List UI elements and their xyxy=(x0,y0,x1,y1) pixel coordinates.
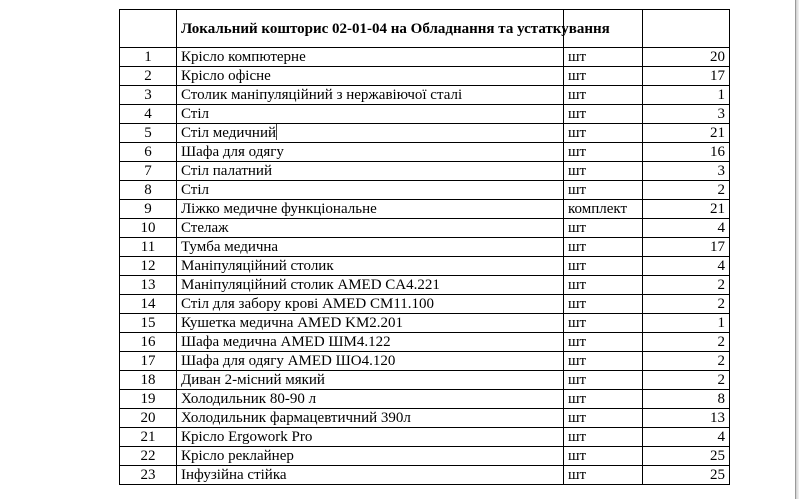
unit-cell[interactable]: шт xyxy=(564,409,643,428)
table-row xyxy=(120,105,730,124)
quantity-cell[interactable]: 1 xyxy=(643,314,730,333)
row-number-cell[interactable]: 1 xyxy=(120,48,177,67)
table-row xyxy=(120,124,730,143)
item-name-cell[interactable]: Стелаж xyxy=(177,219,564,238)
item-name-cell[interactable]: Холодильник 80-90 л xyxy=(177,390,564,409)
row-number-cell[interactable]: 15 xyxy=(120,314,177,333)
unit-cell[interactable]: шт xyxy=(564,67,643,86)
item-name-cell[interactable]: Маніпуляційний столик xyxy=(177,257,564,276)
row-number-cell[interactable]: 16 xyxy=(120,333,177,352)
quantity-cell[interactable]: 13 xyxy=(643,409,730,428)
quantity-cell[interactable]: 4 xyxy=(643,219,730,238)
row-number-cell[interactable]: 2 xyxy=(120,67,177,86)
estimate-table xyxy=(119,9,730,485)
row-number-cell[interactable]: 8 xyxy=(120,181,177,200)
table-row xyxy=(120,162,730,181)
unit-cell[interactable]: шт xyxy=(564,466,643,485)
item-name-cell[interactable]: Крісло реклайнер xyxy=(177,447,564,466)
quantity-cell[interactable]: 2 xyxy=(643,371,730,390)
unit-cell[interactable]: шт xyxy=(564,143,643,162)
row-number-cell[interactable]: 12 xyxy=(120,257,177,276)
quantity-cell[interactable]: 17 xyxy=(643,238,730,257)
quantity-cell[interactable]: 3 xyxy=(643,162,730,181)
row-number-cell[interactable]: 4 xyxy=(120,105,177,124)
unit-cell[interactable]: шт xyxy=(564,371,643,390)
table-row xyxy=(120,447,730,466)
unit-cell[interactable]: шт xyxy=(564,314,643,333)
row-number-cell[interactable]: 13 xyxy=(120,276,177,295)
unit-cell[interactable]: шт xyxy=(564,390,643,409)
header-cell-quantity[interactable] xyxy=(643,10,730,48)
row-number-cell[interactable]: 17 xyxy=(120,352,177,371)
table-row xyxy=(120,352,730,371)
table-row xyxy=(120,371,730,390)
row-number-cell[interactable]: 11 xyxy=(120,238,177,257)
unit-cell[interactable]: шт xyxy=(564,428,643,447)
table-row xyxy=(120,409,730,428)
row-number-cell[interactable]: 7 xyxy=(120,162,177,181)
row-number-cell[interactable]: 3 xyxy=(120,86,177,105)
item-name-cell[interactable]: Кушетка медична AMED KM2.201 xyxy=(177,314,564,333)
unit-cell[interactable]: шт xyxy=(564,181,643,200)
quantity-cell[interactable]: 25 xyxy=(643,466,730,485)
table-row xyxy=(120,257,730,276)
quantity-cell[interactable]: 25 xyxy=(643,447,730,466)
item-name-cell[interactable]: Стіл xyxy=(177,181,564,200)
quantity-cell[interactable]: 16 xyxy=(643,143,730,162)
text-cursor xyxy=(276,124,278,140)
row-number-cell[interactable]: 6 xyxy=(120,143,177,162)
quantity-cell[interactable]: 1 xyxy=(643,86,730,105)
unit-cell[interactable]: шт xyxy=(564,295,643,314)
unit-cell[interactable]: шт xyxy=(564,276,643,295)
table-row xyxy=(120,295,730,314)
quantity-cell[interactable]: 2 xyxy=(643,181,730,200)
table-row xyxy=(120,333,730,352)
table-row xyxy=(120,143,730,162)
row-number-cell[interactable]: 23 xyxy=(120,466,177,485)
row-number-cell[interactable]: 10 xyxy=(120,219,177,238)
table-header-row xyxy=(120,10,730,48)
quantity-cell[interactable]: 21 xyxy=(643,124,730,143)
table-row xyxy=(120,314,730,333)
item-name-cell[interactable]: Диван 2-місний мякий xyxy=(177,371,564,390)
item-name-cell[interactable]: Шафа для одягу AMED ШО4.120 xyxy=(177,352,564,371)
unit-cell[interactable]: комплект xyxy=(564,200,643,219)
table-row xyxy=(120,390,730,409)
row-number-cell[interactable]: 20 xyxy=(120,409,177,428)
quantity-cell[interactable]: 3 xyxy=(643,105,730,124)
unit-cell[interactable]: шт xyxy=(564,86,643,105)
unit-cell[interactable]: шт xyxy=(564,48,643,67)
row-number-cell[interactable]: 14 xyxy=(120,295,177,314)
table-row xyxy=(120,238,730,257)
unit-cell[interactable]: шт xyxy=(564,333,643,352)
item-name-cell[interactable]: Стіл медичний xyxy=(177,124,564,143)
unit-cell[interactable]: шт xyxy=(564,257,643,276)
quantity-cell[interactable]: 4 xyxy=(643,257,730,276)
quantity-cell[interactable]: 2 xyxy=(643,276,730,295)
unit-cell[interactable]: шт xyxy=(564,105,643,124)
table-row xyxy=(120,67,730,86)
item-name-cell[interactable]: Крісло компютерне xyxy=(177,48,564,67)
quantity-cell[interactable]: 2 xyxy=(643,295,730,314)
row-number-cell[interactable]: 5 xyxy=(120,124,177,143)
quantity-cell[interactable]: 2 xyxy=(643,333,730,352)
unit-cell[interactable]: шт xyxy=(564,124,643,143)
header-cell-number[interactable] xyxy=(120,10,177,48)
quantity-cell[interactable]: 21 xyxy=(643,200,730,219)
item-name-cell[interactable]: Ліжко медичне функціональне xyxy=(177,200,564,219)
quantity-cell[interactable]: 2 xyxy=(643,352,730,371)
table-row xyxy=(120,466,730,485)
row-number-cell[interactable]: 18 xyxy=(120,371,177,390)
row-number-cell[interactable]: 22 xyxy=(120,447,177,466)
table-row xyxy=(120,48,730,67)
table-row xyxy=(120,219,730,238)
quantity-cell[interactable]: 17 xyxy=(643,67,730,86)
item-name-cell[interactable]: Тумба медична xyxy=(177,238,564,257)
item-name-cell[interactable]: Шафа для одягу xyxy=(177,143,564,162)
table-row xyxy=(120,200,730,219)
quantity-cell[interactable]: 8 xyxy=(643,390,730,409)
item-name-cell[interactable]: Холодильник фармацевтичний 390л xyxy=(177,409,564,428)
item-name-cell[interactable]: Стіл для забору крові AMED CM11.100 xyxy=(177,295,564,314)
item-name-cell[interactable]: Інфузійна стійка xyxy=(177,466,564,485)
table-row xyxy=(120,86,730,105)
quantity-cell[interactable]: 4 xyxy=(643,428,730,447)
row-number-cell[interactable]: 9 xyxy=(120,200,177,219)
item-name-cell[interactable]: Стіл xyxy=(177,105,564,124)
quantity-cell[interactable]: 20 xyxy=(643,48,730,67)
item-name-cell[interactable]: Крісло Ergowork Pro xyxy=(177,428,564,447)
document-title[interactable]: Локальний кошторис 02-01-04 на Обладнання та устаткування xyxy=(177,10,564,48)
row-number-cell[interactable]: 19 xyxy=(120,390,177,409)
unit-cell[interactable]: шт xyxy=(564,238,643,257)
item-name-cell[interactable]: Шафа медична AMED ШМ4.122 xyxy=(177,333,564,352)
unit-cell[interactable]: шт xyxy=(564,447,643,466)
item-name-cell[interactable]: Крісло офісне xyxy=(177,67,564,86)
table-row xyxy=(120,276,730,295)
unit-cell[interactable]: шт xyxy=(564,162,643,181)
table-row xyxy=(120,428,730,447)
table-row xyxy=(120,181,730,200)
item-name-cell[interactable]: Маніпуляційний столик AMED CA4.221 xyxy=(177,276,564,295)
item-name-cell[interactable]: Столик маніпуляційний з нержавіючої сталі xyxy=(177,86,564,105)
unit-cell[interactable]: шт xyxy=(564,219,643,238)
unit-cell[interactable]: шт xyxy=(564,352,643,371)
row-number-cell[interactable]: 21 xyxy=(120,428,177,447)
item-name-cell[interactable]: Стіл палатний xyxy=(177,162,564,181)
